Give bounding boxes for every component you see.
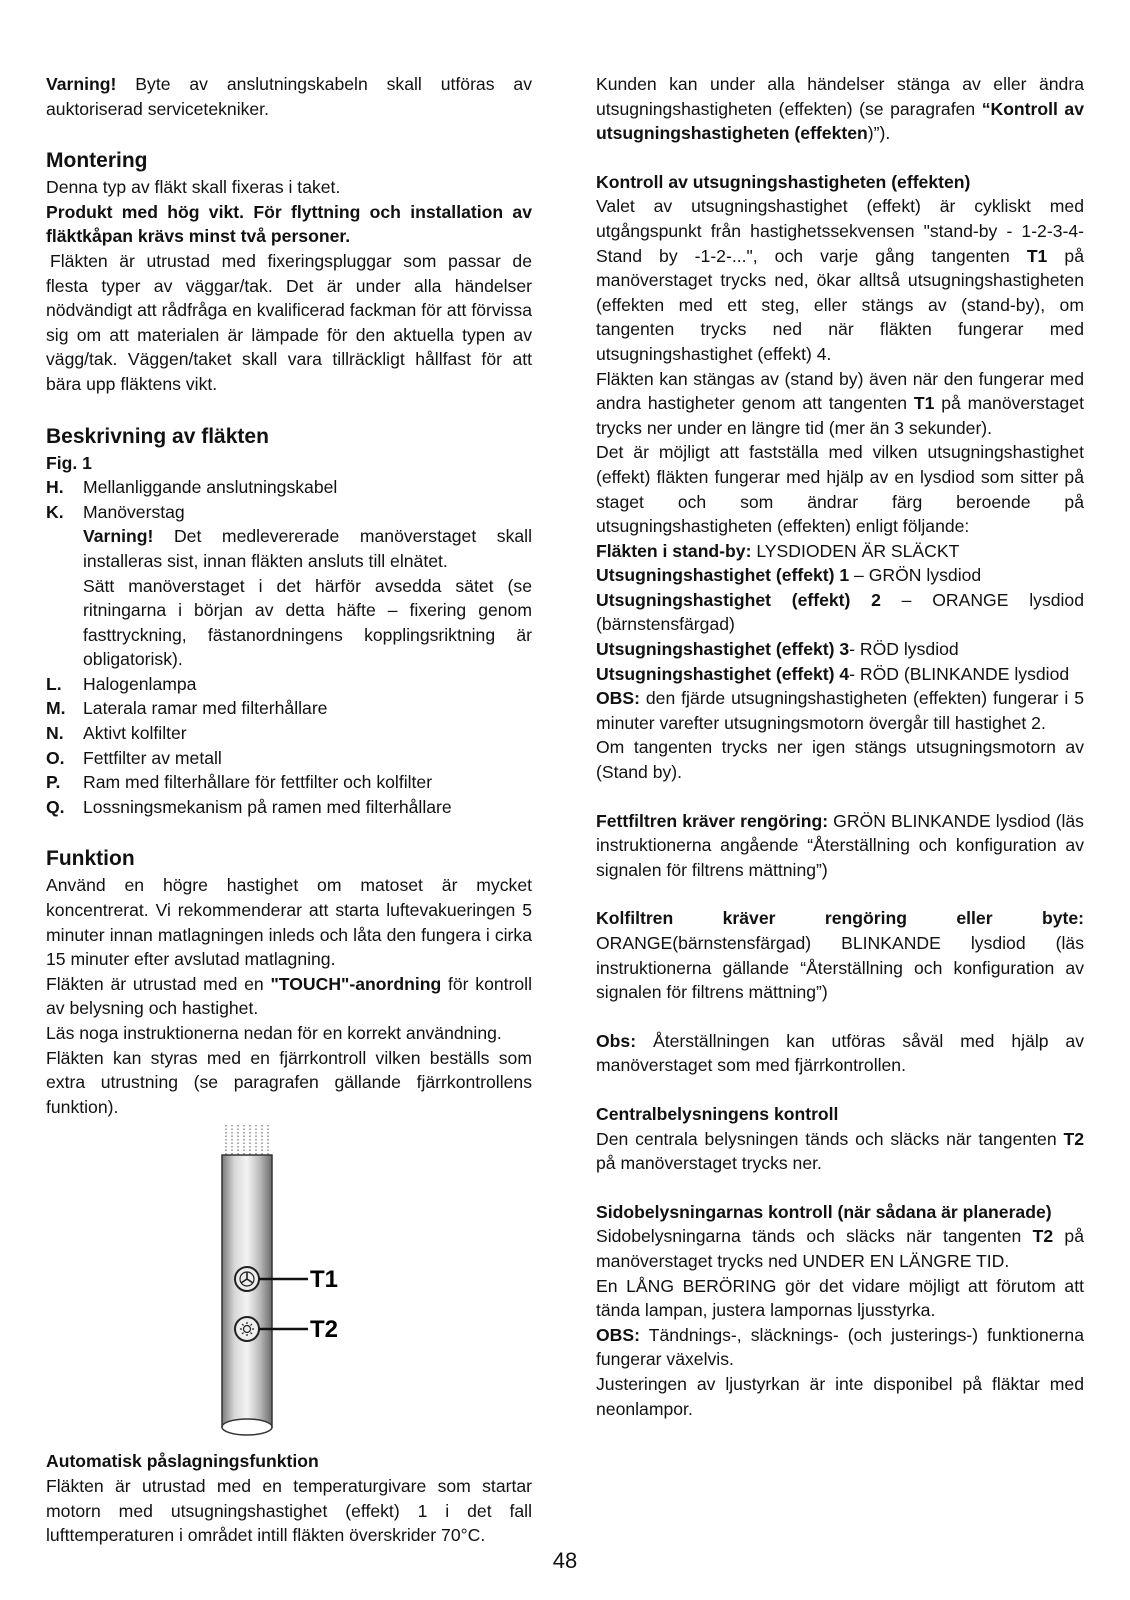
control-rod-figure: [46, 1125, 532, 1445]
obs-reset-paragraph: Obs: Återställningen kan utföras såväl med hjälp av manöverstaget som med fjärrkontrollen.: [596, 1030, 1084, 1076]
kontroll-paragraph-1: Valet av utsugningshastighet (effekt) är cykliskt med utgångspunkt från hastighetssekvensen "stand-by - 1-2-3-4-Stand by -1-2-...", och varje gång tangenten T1 på manöverstaget trycks ned, ökar alltså utsugningshastigheten (effekten med ett steg, eller stängs av (stand-by), om tangenten trycks ned när fläkten fungerar med utsugningshastighet (effekt) 4.: [596, 196, 1084, 364]
funktion-paragraph-4: Fläkten kan styras med en fjärrkontroll vilken beställs som extra utrustning (se paragrafen gällande fjärrkontrollens funktion).: [46, 1047, 532, 1117]
status-speed-1: Utsugningshastighet (effekt) 1 – GRÖN lysdiod: [596, 565, 982, 586]
sido-paragraph-2: En LÅNG BERÖRING gör det vidare möjligt att förutom att tända lampan, justera lampornas ljusstyrka.: [596, 1275, 1084, 1321]
t2-light-icon[interactable]: [235, 1317, 259, 1341]
list-item: L. Halogenlampa: [46, 673, 197, 694]
list-item: K. Manöverstag: [46, 501, 185, 522]
obs-paragraph-3: OBS: Tändnings-, släcknings- (och justerings-) funktionerna fungerar växelvis.: [596, 1324, 1084, 1370]
t1-label: T1: [310, 1266, 339, 1294]
intro-paragraph: Kunden kan under alla händelser stänga av eller ändra utsugningshastigheten (effekten) (se paragrafen “Kontroll av utsugningshastigheten (effekten)”).: [596, 74, 1084, 144]
kontroll-heading: Kontroll av utsugningshastigheten (effekten): [596, 171, 971, 192]
page-number: 48: [552, 1548, 578, 1573]
obs-paragraph-1: OBS: den fjärde utsugningshastigheten (effekten) fungerar i 5 minuter varefter utsugningsmotorn övergår till hastighet 2.: [596, 688, 1084, 733]
montering-paragraph: Fläkten är utrustad med fixeringspluggar som passar de flesta typer av väggar/tak. Det är under alla händelser nödvändigt att rådfråga en kvalificerad fackman för att förvissa sig om att materialen är lämpade för den aktuella typen av vägg/tak. Väggen/taket skall vara tillräckligt hållfast för att bära upp fläktens vikt.: [46, 250, 532, 394]
status-speed-3: Utsugningshastighet (effekt) 3- RÖD lysdiod: [596, 639, 959, 660]
status-speed-2: Utsugningshastighet (effekt) 2 – ORANGE lysdiod (bärnstensfärgad): [596, 589, 1085, 635]
funktion-heading: Funktion: [46, 847, 135, 871]
list-item: N. Aktivt kolfilter: [46, 723, 187, 744]
rod-top-hatching: [222, 1125, 272, 1157]
list-item: Q. Lossningsmekanism på ramen med filterhållare: [46, 796, 452, 817]
warning-text: Byte av anslutningskabeln skall utföras av: [135, 74, 532, 94]
montering-bold-line-1: Produkt med hög vikt. För flyttning och installation av: [46, 201, 532, 222]
warning-text-2: auktoriserad servicetekniker.: [46, 98, 269, 119]
kolfilter-paragraph: Kolfiltren kräver rengöring eller byte: ORANGE(bärnstensfärgad) BLINKANDE lysdiod (läs instruktionerna gällande “Återställning och konfiguration av signalen för filtrens mättning”): [596, 908, 1084, 1003]
list-item: M. Laterala ramar med filterhållare: [46, 698, 328, 719]
k-warning: Varning! Det medlevererade manöverstaget skall installeras sist, innan fläkten ansluts till elnätet.: [83, 526, 532, 571]
right-column: [596, 72, 1084, 1421]
fettfilter-paragraph: Fettfiltren kräver rengöring: GRÖN BLINKANDE lysdiod (läs instruktionerna angående “Återställning och konfiguration av signalen för filtrens mättning”): [596, 810, 1084, 880]
fig-label: Fig. 1: [46, 452, 92, 473]
central-paragraph: Den centrala belysningen tänds och släcks när tangenten T2 på manöverstaget trycks ner.: [596, 1128, 1084, 1174]
status-standby: Fläkten i stand-by: LYSDIODEN ÄR SLÄCKT: [596, 540, 960, 561]
central-heading: Centralbelysningens kontroll: [596, 1103, 839, 1124]
kontroll-paragraph-2: Fläkten kan stängas av (stand by) även när den fungerar med andra hastigheter genom att tangenten T1 på manöverstaget trycks ner under en längre tid (mer än 3 sekunder).: [596, 368, 1084, 438]
funktion-paragraph-3: Läs noga instruktionerna nedan för en korrekt användning.: [46, 1023, 502, 1043]
montering-bold-line-2: fläktkåpan krävs minst två personer.: [46, 226, 351, 247]
montering-heading: Montering: [46, 149, 148, 173]
status-speed-4: Utsugningshastighet (effekt) 4- RÖD (BLINKANDE lysdiod: [596, 663, 1070, 684]
rod-bottom-opening: [222, 1419, 272, 1435]
left-column: [46, 72, 532, 1548]
beskrivning-heading: Beskrivning av fläkten: [46, 424, 269, 448]
sido-paragraph-1: Sidobelysningarna tänds och släcks när tangenten T2 på manöverstaget trycks ned UNDER EN LÄNGRE TID.: [596, 1226, 1084, 1271]
funktion-paragraph-2: Fläkten är utrustad med en "TOUCH"-anordning för kontroll av belysning och hastighet.: [46, 973, 532, 1019]
auto-heading: Automatisk påslagningsfunktion: [46, 1451, 319, 1472]
list-item: P. Ram med filterhållare för fettfilter och kolfilter: [46, 772, 433, 793]
auto-paragraph: Fläkten är utrustad med en temperaturgivare som startar motorn med utsugningshastighet (effekt) 1 i det fall lufttemperaturen i området intill fläkten överskrider 70°C.: [46, 1475, 532, 1546]
t2-label: T2: [310, 1316, 339, 1344]
control-rod-illustration: [46, 1125, 532, 1445]
warning-label: Varning!: [46, 74, 117, 94]
justering-paragraph: Justeringen av ljustyrkan är inte disponibel på fläktar med neonlampor.: [596, 1373, 1084, 1419]
warning-paragraph: [46, 72, 532, 121]
kontroll-paragraph-3: Det är möjligt att fastställa med vilken utsugningshastighet (effekt) fläkten fungerar med hjälp av en lysdiod som sitter på staget och som ändrar färg beroende på utsugningshastigheten (effekten) enligt följande:: [596, 442, 1084, 537]
funktion-paragraph-1: Använd en högre hastighet om matoset är mycket koncentrerat. Vi rekommenderar att starta luftevakueringen 5 minuter innan matlagningen inleds och låta den fungera i cirka 15 minuter efter avslutad matlagning.: [46, 875, 532, 970]
k-instruction: Sätt manöverstaget i det härför avsedda sätet (se ritningarna i början av detta häfte – fixering genom fasttryckning, fästanordningens kopplingsriktning är obligatorisk).: [83, 575, 532, 670]
list-item: O. Fettfilter av metall: [46, 747, 222, 768]
montering-text: Denna typ av fläkt skall fixeras i taket.: [46, 177, 341, 198]
t1-fan-icon[interactable]: [235, 1267, 259, 1291]
obs-paragraph-2: Om tangenten trycks ner igen stängs utsugningsmotorn av (Stand by).: [596, 737, 1084, 783]
sido-heading: Sidobelysningarnas kontroll (när sådana är planerade): [596, 1201, 1052, 1222]
list-item: H. Mellanliggande anslutningskabel: [46, 477, 338, 498]
